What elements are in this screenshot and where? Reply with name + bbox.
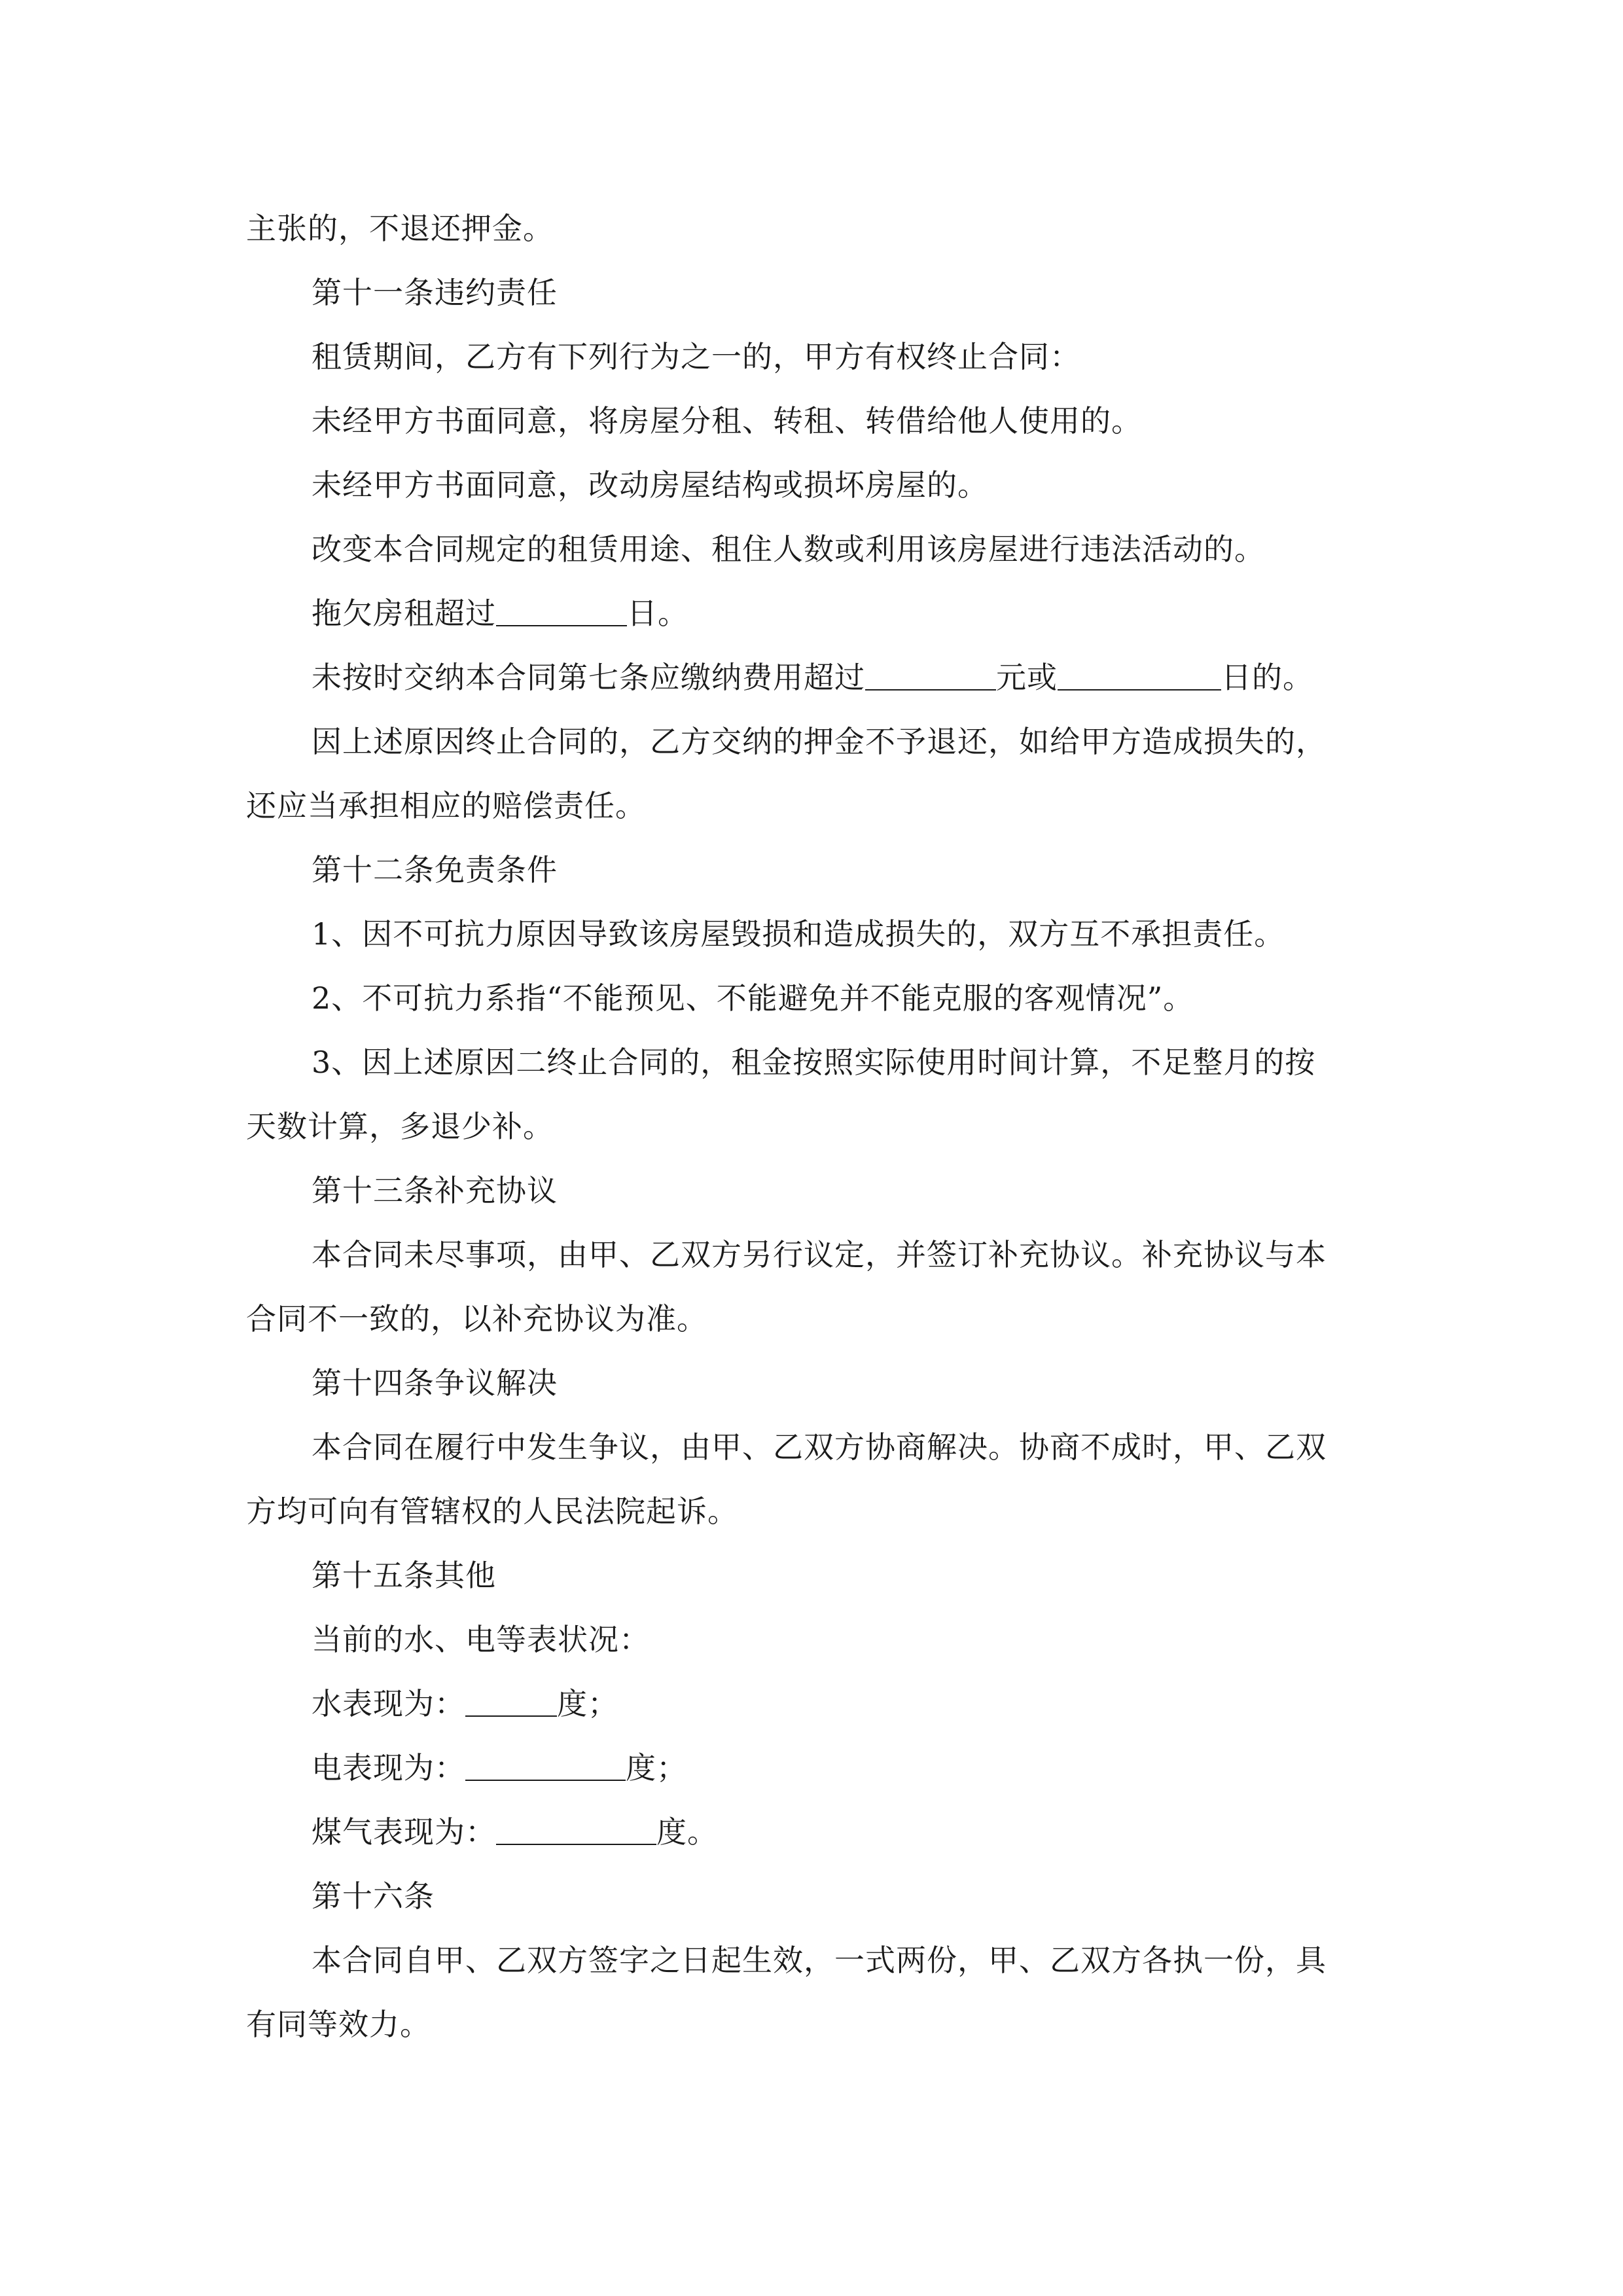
fill-in-blank [865, 663, 996, 691]
text-fragment: 水表现为： [312, 1686, 465, 1721]
contract-text [246, 196, 1398, 2056]
text-line [246, 581, 1398, 645]
text-line: 还应当承担相应的赔偿责任。 [246, 788, 646, 823]
text-line: 主张的，不退还押金。 [246, 211, 554, 246]
article-heading: 第十四条争议解决 [312, 1365, 558, 1401]
fill-in-blank [1058, 663, 1221, 691]
text-line: 本合同未尽事项，由甲、乙双方另行议定，并签订补充协议。补充协议与本 [312, 1237, 1327, 1272]
text-fragment: 煤气表现为： [312, 1814, 496, 1850]
text-fragment: 日的。 [1221, 660, 1313, 695]
text-line: 因上述原因终止合同的，乙方交纳的押金不予退还，如给甲方造成损失的， [312, 724, 1327, 759]
article-heading: 第十一条违约责任 [312, 275, 558, 310]
text-fragment: 日。 [627, 596, 688, 631]
article-heading: 第十六条 [312, 1878, 435, 1914]
text-line: 1、因不可抗力原因导致该房屋毁损和造成损失的，双方互不承担责任。 [312, 916, 1285, 952]
electric-meter-line [246, 1736, 1398, 1800]
text-fragment: 拖欠房租超过 [312, 596, 496, 631]
text-line: 未经甲方书面同意，将房屋分租、转租、转借给他人使用的。 [312, 403, 1142, 439]
text-line: 方均可向有管辖权的人民法院起诉。 [246, 1494, 738, 1529]
text-fragment: 元或 [996, 660, 1058, 695]
text-fragment: 度。 [656, 1814, 718, 1850]
water-meter-line [246, 1672, 1398, 1736]
text-line: 改变本合同规定的租赁用途、租住人数或利用该房屋进行违法活动的。 [312, 531, 1265, 567]
fill-in-blank [465, 1689, 557, 1717]
text-line: 当前的水、电等表状况： [312, 1622, 650, 1657]
article-heading: 第十五条其他 [312, 1558, 496, 1593]
text-line: 有同等效力。 [246, 2007, 431, 2042]
text-line: 未经甲方书面同意，改动房屋结构或损坏房屋的。 [312, 467, 988, 503]
text-line: 3、因上述原因二终止合同的，租金按照实际使用时间计算，不足整月的按 [312, 1045, 1316, 1080]
article-heading: 第十二条免责条件 [312, 852, 558, 888]
text-fragment: 度； [626, 1750, 687, 1785]
text-line: 本合同在履行中发生争议，由甲、乙双方协商解决。协商不成时，甲、乙双 [312, 1429, 1327, 1465]
text-line: 2、不可抗力系指“不能预见、不能避免并不能克服的客观情况”。 [312, 980, 1194, 1016]
text-line: 合同不一致的，以补充协议为准。 [246, 1301, 707, 1336]
fill-in-blank [496, 1818, 656, 1845]
text-line: 本合同自甲、乙双方签字之日起生效，一式两份，甲、乙双方各执一份，具 [312, 1943, 1327, 1978]
text-line: 租赁期间，乙方有下列行为之一的，甲方有权终止合同： [312, 339, 1080, 374]
text-line [246, 645, 1398, 709]
article-heading: 第十三条补充协议 [312, 1173, 558, 1208]
fill-in-blank [465, 1753, 626, 1781]
fill-in-blank [496, 599, 627, 626]
gas-meter-line [246, 1800, 1398, 1864]
text-fragment: 度； [557, 1686, 618, 1721]
text-fragment: 未按时交纳本合同第七条应缴纳费用超过 [312, 660, 865, 695]
text-fragment: 电表现为： [312, 1750, 465, 1785]
text-line: 天数计算，多退少补。 [246, 1109, 554, 1144]
